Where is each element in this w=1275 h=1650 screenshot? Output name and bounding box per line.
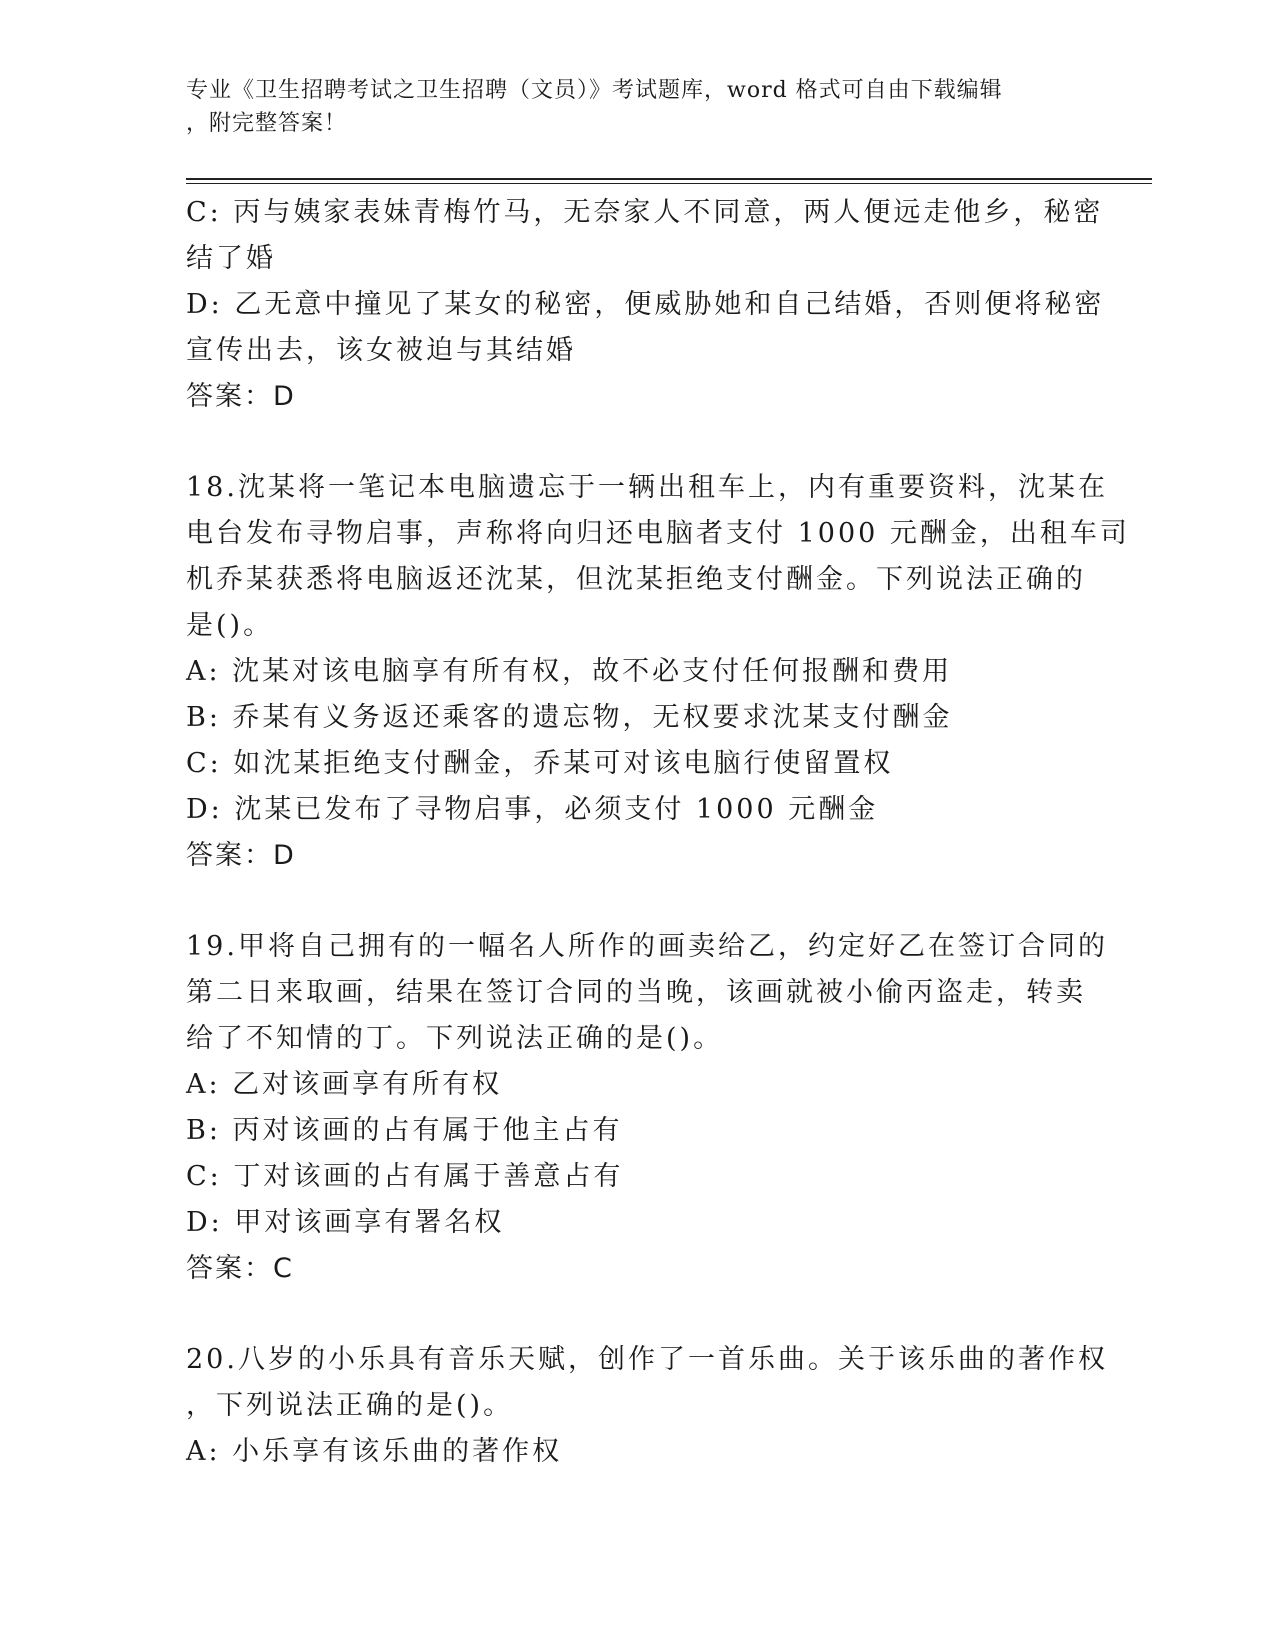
option-a: A: 乙对该画享有所有权 (186, 1069, 503, 1100)
option-a: A: 沈某对该电脑享有所有权，故不必支付任何报酬和费用 (186, 656, 953, 687)
header-rule-thin (186, 183, 1152, 184)
header-line-2: ，附完整答案！ (186, 111, 348, 136)
question-20 (186, 1337, 1108, 1475)
question-stem-line: 电台发布寻物启事，声称将向归还电脑者支付 1000 元酬金，出租车司 (186, 518, 1130, 549)
question-stem-line: ，下列说法正确的是()。 (186, 1390, 514, 1421)
question-content (186, 190, 1130, 1475)
prev-question (186, 190, 1105, 420)
header-line-1: 专业《卫生招聘考试之卫生招聘（文员）》考试题库，word 格式可自由下载编辑 (186, 78, 1003, 103)
question-stem-line: 19.甲将自己拥有的一幅名人所作的画卖给乙，约定好乙在签订合同的 (186, 931, 1108, 962)
option-c-line-1: C: 丙与姨家表妹青梅竹马，无奈家人不同意，两人便远走他乡，秘密 (186, 197, 1104, 228)
option-d-line-1: D: 乙无意中撞见了某女的秘密，便威胁她和自己结婚，否则便将秘密 (186, 289, 1105, 320)
option-c: C: 如沈某拒绝支付酬金，乔某可对该电脑行使留置权 (186, 748, 894, 779)
answer: 答案：D (186, 381, 296, 412)
option-d: D: 甲对该画享有署名权 (186, 1207, 505, 1238)
option-b: B: 丙对该画的占有属于他主占有 (186, 1115, 623, 1146)
question-stem-line: 给了不知情的丁。下列说法正确的是()。 (186, 1023, 724, 1054)
question-stem-line: 第二日来取画，结果在签订合同的当晚，该画就被小偷丙盗走，转卖 (186, 977, 1086, 1008)
document-header (186, 74, 1086, 140)
option-c-line-2: 结了婚 (186, 243, 276, 274)
question-stem-line: 18.沈某将一笔记本电脑遗忘于一辆出租车上，内有重要资料，沈某在 (186, 472, 1108, 503)
option-c: C: 丁对该画的占有属于善意占有 (186, 1161, 624, 1192)
question-19 (186, 924, 1108, 1292)
option-d: D: 沈某已发布了寻物启事，必须支付 1000 元酬金 (186, 794, 879, 825)
option-d-line-2: 宣传出去，该女被迫与其结婚 (186, 335, 576, 366)
option-b: B: 乔某有义务返还乘客的遗忘物，无权要求沈某支付酬金 (186, 702, 953, 733)
answer: 答案：C (186, 1253, 294, 1284)
question-18 (186, 465, 1130, 879)
answer: 答案：D (186, 840, 296, 871)
question-stem-line: 是()。 (186, 610, 274, 641)
question-stem-line: 20.八岁的小乐具有音乐天赋，创作了一首乐曲。关于该乐曲的著作权 (186, 1344, 1108, 1375)
header-rule-thick (186, 178, 1152, 180)
question-stem-line: 机乔某获悉将电脑返还沈某，但沈某拒绝支付酬金。下列说法正确的 (186, 564, 1086, 595)
option-a: A: 小乐享有该乐曲的著作权 (186, 1436, 563, 1467)
